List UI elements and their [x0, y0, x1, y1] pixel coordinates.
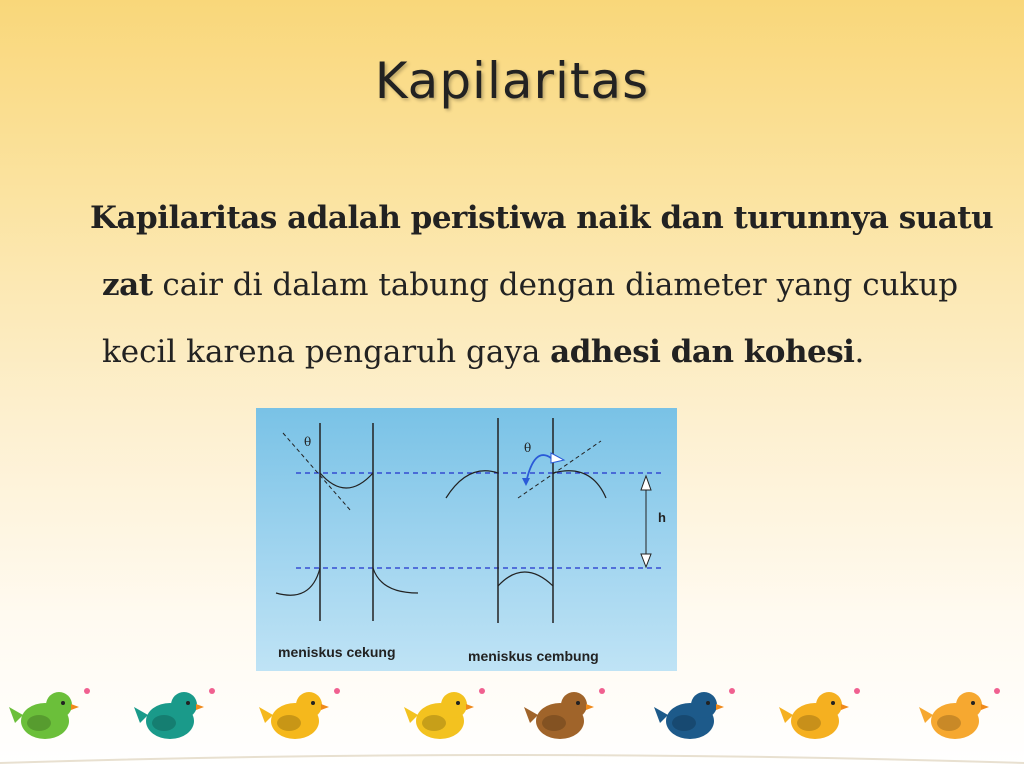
- bird-icon: [654, 688, 735, 739]
- concave-tangent-line: [283, 433, 351, 511]
- bird-icon: [259, 688, 340, 739]
- bird-icon: [134, 688, 215, 739]
- capillarity-figure: [256, 408, 677, 671]
- convex-meniscus: [498, 572, 553, 586]
- paragraph-line-3: [90, 319, 970, 386]
- paragraph-line-2-bold: zat: [102, 267, 153, 303]
- angle-marker: [551, 453, 564, 463]
- paragraph-line-2: [90, 252, 970, 319]
- paragraph-line-1: [90, 185, 994, 252]
- definition-paragraph: [90, 185, 994, 386]
- concave-outer-surface-right: [373, 568, 418, 593]
- bird-icon: [524, 688, 605, 739]
- bird-icon: [404, 688, 485, 739]
- angle-arrow-head: [522, 478, 530, 486]
- height-label: h: [658, 510, 666, 525]
- bird-group: [9, 688, 1000, 739]
- convex-outer-surface-left: [446, 471, 498, 498]
- theta-left-label: θ: [304, 435, 312, 449]
- convex-outer-surface-right: [553, 471, 606, 498]
- height-arrow-bottom: [641, 554, 651, 567]
- ground-line: [0, 755, 1024, 763]
- concave-meniscus: [320, 473, 373, 488]
- height-arrow-top: [641, 476, 651, 490]
- convex-meniscus-label: meniskus cembung: [468, 648, 599, 664]
- concave-meniscus-label: meniskus cekung: [278, 644, 396, 660]
- capillarity-diagram: [256, 408, 677, 671]
- bird-icon: [919, 688, 1000, 739]
- paragraph-line-3-bold: adhesi dan kohesi: [550, 334, 855, 370]
- paragraph-line-3-end: .: [854, 334, 865, 370]
- paragraph-line-2-normal: cair di dalam tabung dengan diameter yang cukup: [152, 267, 959, 303]
- angle-arc-arrow: [526, 455, 551, 483]
- concave-outer-surface-left: [276, 568, 320, 595]
- theta-right-label: θ: [524, 441, 532, 455]
- bird-border-decoration: [0, 655, 1024, 768]
- bird-icon: [9, 688, 90, 739]
- paragraph-line-1-bold: Kapilaritas adalah peristiwa naik dan turunnya suatu: [90, 200, 994, 236]
- paragraph-line-3-normal: kecil karena pengaruh gaya: [102, 334, 551, 370]
- bird-icon: [779, 688, 860, 739]
- slide-title: Kapilaritas: [374, 52, 650, 110]
